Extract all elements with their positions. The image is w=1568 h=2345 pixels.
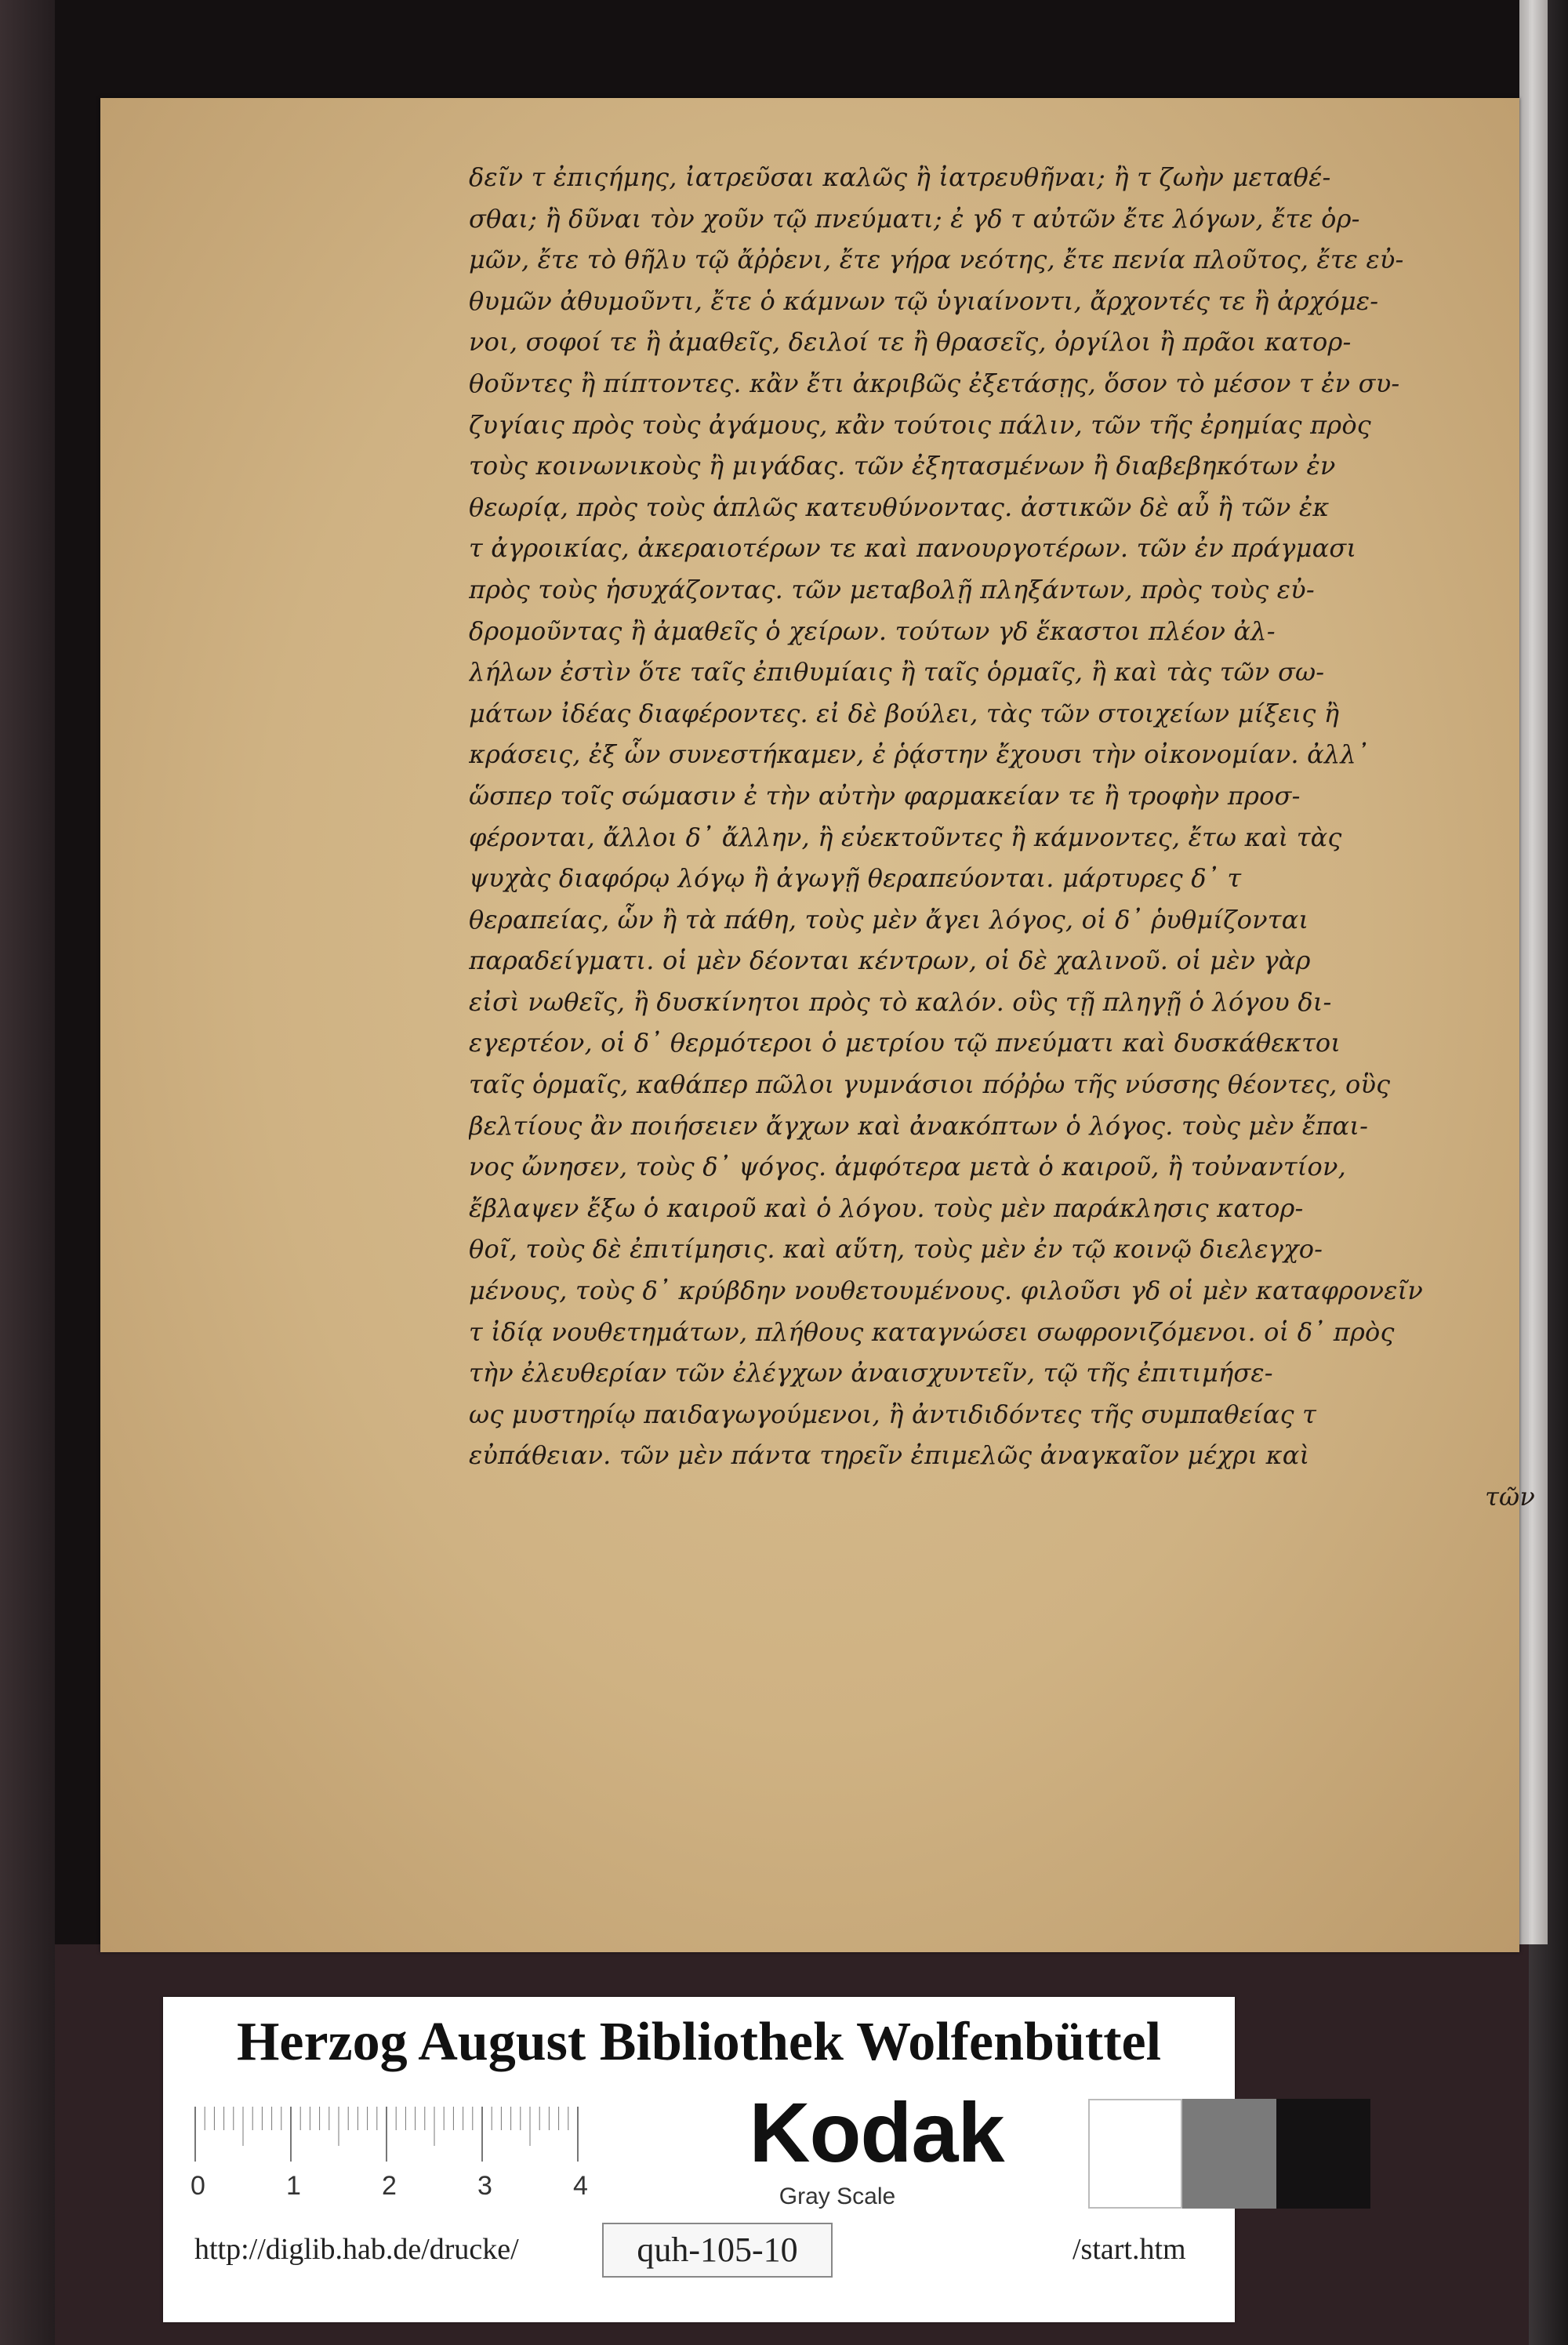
text-line: δρομοῦντας ἢ ἀμαθεῖς ὁ χείρων. τούτων γδ ἕκαστοι πλέον ἀλ- (469, 615, 1276, 646)
text-line: θεραπείας, ὧν ἢ τὰ πάθη, τοὺς μὲν ἄγει λόγος, οἱ δ᾽ ῥυθμίζονται (469, 904, 1309, 935)
kodak-logo: Kodak (749, 2085, 1004, 2180)
text-line: δεῖν τ ἐπιςήμης, ἰατρεῦσαι καλῶς ἢ ἰατρευθῆναι; ἢ τ ζωὴν μεταθέ- (469, 162, 1331, 192)
gray-scale-label: Gray Scale (779, 2183, 896, 2209)
text-line: τ ἰδίᾳ νουθετημάτων, πλήθους καταγνώσει σωφρονιζόμενοι. οἱ δ᾽ πρὸς (469, 1316, 1395, 1347)
text-line: ζυγίαις πρὸς τοὺς ἀγάμους, κἂν τούτοις πάλιν, τῶν τῆς ἐρημίας πρὸς (469, 409, 1371, 440)
swatch-mid-gray (1182, 2099, 1276, 2209)
text-line: ὥσπερ τοῖς σώμασιν ἐ τὴν αὐτὴν φαρμακείαν τε ἢ τροφὴν προσ- (469, 780, 1301, 811)
text-line: θυμῶν ἀθυμοῦντι, ἔτε ὁ κάμνων τῷ ὑγιαίνοντι, ἄρχοντές τε ἢ ἀρχόμε- (469, 285, 1379, 316)
text-line: μένους, τοὺς δ᾽ κρύβδην νουθετουμένους. φιλοῦσι γδ οἱ μὲν καταφρονεῖν (469, 1276, 1424, 1306)
library-url-suffix: /start.htm (1073, 2233, 1186, 2266)
ruler-ticks (191, 2099, 598, 2169)
swatch-white (1088, 2099, 1182, 2209)
text-line: μῶν, ἔτε τὸ θῆλυ τῷ ἄῤῥενι, ἔτε γήρα νεότης, ἔτε πενία πλοῦτος, ἔτε εὐ- (469, 245, 1404, 275)
text-line: ψυχὰς διαφόρῳ λόγῳ ἢ ἀγωγῇ θεραπεύονται. μάρτυρες δ᾽ τ (469, 863, 1242, 894)
ruler-number-0: 0 (191, 2171, 205, 2201)
text-line: τὴν ἐλευθερίαν τῶν ἐλέγχων ἀναισχυντεῖν, τῷ τῆς ἐπιτιμήσε- (469, 1358, 1273, 1388)
text-line: ἔβλαψεν ἔξω ὁ καιροῦ καὶ ὁ λόγου. τοὺς μὲν παράκλησις κατορ- (469, 1192, 1304, 1223)
book-page (100, 98, 1535, 1952)
library-title: Herzog August Bibliothek Wolfenbüttel (236, 2012, 1162, 2072)
measurement-ruler (191, 2099, 598, 2209)
text-line: νοι, σοφοί τε ἢ ἀμαθεῖς, δειλοί τε ἢ θρασεῖς, ὀργίλοι ἢ πρᾶοι κατορ- (469, 327, 1352, 358)
text-line: σθαι; ἢ δῦναι τὸν χοῦν τῷ πνεύματι; ἐ γδ τ αὐτῶν ἔτε λόγων, ἔτε ὁρ- (469, 203, 1360, 234)
text-line: τ ἀγροικίας, ἀκεραιοτέρων τε καὶ πανουργοτέρων. τῶν ἐν πράγμασι (469, 533, 1357, 564)
text-line: λήλων ἐστὶν ὅτε ταῖς ἐπιθυμίαις ἢ ταῖς ὁρμαῖς, ἢ καὶ τὰς τῶν σω- (469, 657, 1325, 688)
color-target-card (163, 1997, 1235, 2322)
text-line: φέρονται, ἄλλοι δ᾽ ἄλλην, ἢ εὐεκτοῦντες ἢ κάμνοντες, ἔτω καὶ τὰς (469, 822, 1342, 852)
text-line: θοῦντες ἢ πίπτοντες. κἂν ἔτι ἀκριβῶς ἐξετάσῃς, ὅσον τὸ μέσον τ ἐν συ- (469, 368, 1400, 398)
text-line: τοὺς κοινωνικοὺς ἢ μιγάδας. τῶν ἐξητασμένων ἢ διαβεβηκότων ἐν (469, 451, 1336, 481)
text-line: εὐπάθειαν. τῶν μὲν πάντα τηρεῖν ἐπιμελῶς ἀναγκαῖον μέχρι καὶ (469, 1440, 1310, 1471)
ruler-number-3: 3 (477, 2171, 492, 2201)
text-line: θοῖ, τοὺς δὲ ἐπιτίμησις. καὶ αὕτη, τοὺς μὲν ἐν τῷ κοινῷ διελεγχο- (469, 1234, 1323, 1265)
text-line: τῶν (1485, 1482, 1535, 1512)
library-url-base: http://diglib.hab.de/drucke/ (194, 2233, 519, 2266)
ruler-number-1: 1 (286, 2171, 301, 2201)
text-line: παραδείγματι. οἱ μὲν δέονται κέντρων, οἱ δὲ χαλινοῦ. οἱ μὲν γὰρ (469, 946, 1311, 976)
page-text-block (469, 157, 1535, 1518)
text-line: ταῖς ὁρμαῖς, καθάπερ πῶλοι γυμνάσιοι πόῤῥω τῆς νύσσης θέοντες, οὓς (469, 1069, 1391, 1100)
text-line: εἰσὶ νωθεῖς, ἢ δυσκίνητοι πρὸς τὸ καλόν. οὓς τῇ πληγῇ ὁ λόγου δι- (469, 986, 1332, 1017)
text-line: βελτίους ἂν ποιήσειεν ἄγχων καὶ ἀνακόπτων ὁ λόγος. τοὺς μὲν ἔπαι- (469, 1110, 1369, 1141)
text-line: μάτων ἰδέας διαφέροντες. εἰ δὲ βούλει, τὰς τῶν στοιχείων μίξεις ἢ (469, 698, 1340, 728)
swatch-black (1276, 2099, 1370, 2209)
text-line: νος ὤνησεν, τοὺς δ᾽ ψόγος. ἀμφότερα μετὰ ὁ καιροῦ, ἢ τοὐναντίον, (469, 1152, 1346, 1182)
text-line: ως μυστηρίῳ παιδαγωγούμενοι, ἢ ἀντιδιδόντες τῆς συμπαθείας τ (469, 1399, 1316, 1429)
scanner-backdrop-left (0, 0, 55, 2345)
text-line: κράσεις, ἐξ ὧν συνεστήκαμεν, ἐ ῥᾴστην ἔχουσι τὴν οἰκονομίαν. ἀλλ᾽ (469, 739, 1370, 770)
text-line: εγερτέον, οἱ δ᾽ θερμότεροι ὁ μετρίου τῷ πνεύματι καὶ δυσκάθεκτοι (469, 1028, 1341, 1058)
text-line: θεωρίᾳ, πρὸς τοὺς ἁπλῶς κατευθύνοντας. ἀστικῶν δὲ αὖ ἢ τῶν ἐκ (469, 492, 1330, 522)
ruler-number-4: 4 (573, 2171, 588, 2201)
text-line: πρὸς τοὺς ἡσυχάζοντας. τῶν μεταβολῇ πληξάντων, πρὸς τοὺς εὐ- (469, 574, 1315, 604)
shelfmark-label: quh-105-10 (602, 2223, 833, 2278)
ruler-number-2: 2 (382, 2171, 397, 2201)
